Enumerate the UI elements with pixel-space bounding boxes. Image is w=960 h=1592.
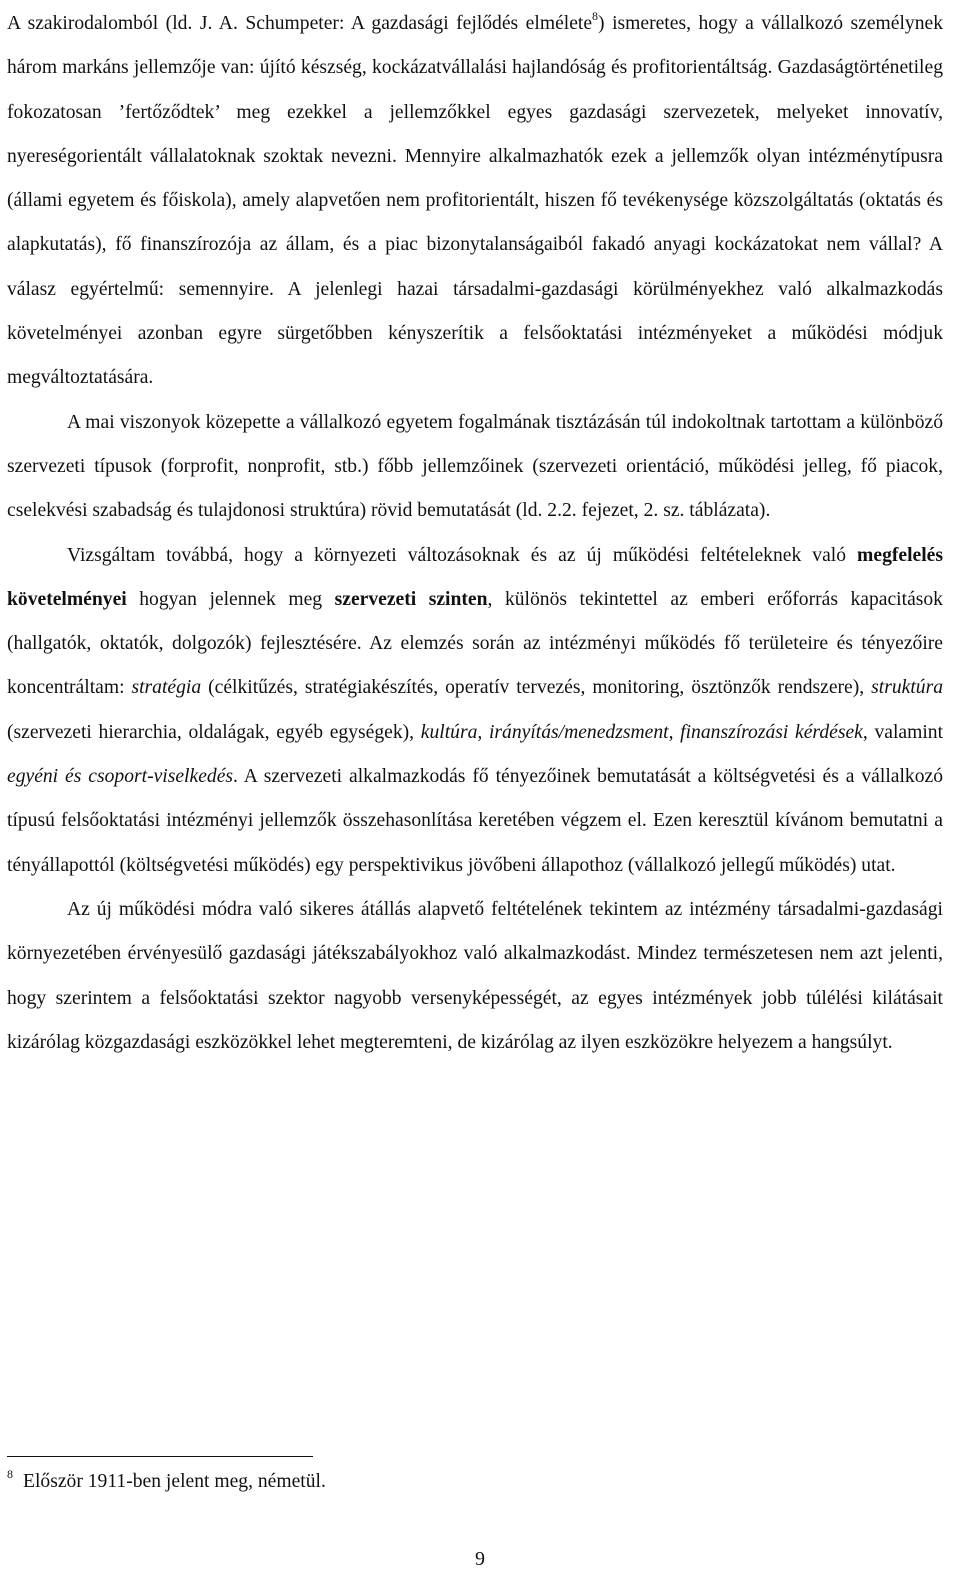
italic-text: egyéni és csoport-viselkedés: [7, 766, 234, 788]
footnote-marker: 8: [7, 1467, 13, 1481]
text-run: . A szervezeti alkalmazkodás fő tényezőinek bemutatását a költségvetési és a vállalkozó típusú felsőoktatási intézményi jellemzők összehasonlítása keretében végzem el. Ezen keresztül kívánom bemutatni a tényállapottól (költségvetési működés) egy perspektivikus jövőbeni állapothoz (vállalkozó jellegű működés) utat.: [7, 766, 943, 876]
page-number: 9: [475, 1548, 485, 1570]
footnote: [7, 1467, 326, 1494]
text-run: , különös tekintettel az emberi erőforrás kapacitások (hallgatók, oktatók, dolgozók) fejlesztésére. Az elemzés során az intézményi működés fő területeire és tényezőire koncentráltam:: [7, 588, 943, 699]
italic-text: finanszírozási kérdések: [680, 721, 863, 743]
paragraph-4: [7, 888, 943, 1065]
text-run: Az új működési módra való sikeres átállás alapvető feltételének tekintem az intézmény társadalmi-gazdasági környezetében érvényesülő gazdasági játékszabályokhoz való alkalmazkodást. Mindez természetesen nem azt jelenti, hogy szerintem a felsőoktatási szektor nagyobb versenyképességét, az egyes intézmények jobb túlélési kilátásait kizárólag közgazdasági eszközökkel lehet megteremteni, de kizárólag az ilyen eszközökre helyezem a hangsúlyt.: [7, 898, 943, 1053]
italic-text: kultúra, irányítás/menedzsment: [420, 721, 669, 743]
bold-text: megfelelés követelményei: [7, 544, 943, 610]
paragraph-3: [7, 534, 943, 888]
paragraph-2: [7, 401, 943, 534]
document-page: [7, 0, 943, 1065]
bold-text: szervezeti szinten: [334, 588, 488, 610]
text-run: (célkitűzés, stratégiakészítés, operatív tervezés, monitoring, ösztönzők rendszere),: [201, 677, 872, 699]
footnote-text: Először 1911-ben jelent meg, németül.: [23, 1471, 326, 1492]
italic-text: stratégia: [131, 677, 202, 699]
text-run: ) ismeretes, hogy a vállalkozó személynek három markáns jellemzője van: újító készség, kockázatvállalási hajlandóság és profitorientáltság. Gazdaságtörténetileg fokozatosan ’fertőződtek’ meg ezekkel a jellemzőkkel egyes gazdasági szervezetek, melyeket innovatív, nyereségorientált vállalatoknak szoktak nevezni. Mennyire alkalmazhatók ezek a jellemzők olyan intézménytípusra (állami egyetem és főiskola), amely alapvetően nem profitorientált, hiszen fő tevékenysége közszolgáltatás (oktatás és alapkutatás), fő finanszírozója az állam, és a piac bizonytalanságaiból fakadó anyagi kockázatokat nem vállal? A válasz egyértelmű: semennyire. A jelenlegi hazai társadalmi-gazdasági körülményekhez való alkalmazkodás követelményei azonban egyre sürgetőbben kényszerítik a felsőoktatási intézményeket a működési módjuk megváltoztatására.: [7, 13, 943, 389]
text-run: A szakirodalomból (ld. J. A. Schumpeter: A gazdasági fejlődés elmélete: [7, 13, 593, 34]
text-run: Vizsgáltam továbbá, hogy a környezeti változásoknak és az új működési feltételeknek való: [67, 544, 858, 566]
paragraph-1: [7, 2, 943, 401]
italic-text: struktúra: [871, 677, 943, 699]
text-run: hogyan jelennek meg: [126, 588, 335, 610]
text-run: ,: [668, 721, 681, 743]
text-run: A mai viszonyok közepette a vállalkozó egyetem fogalmának tisztázásán túl indokoltnak tartottam a különböző szervezeti típusok (forprofit, nonprofit, stb.) főbb jellemzőinek (szervezeti orientáció, működési jelleg, fő piacok, cselekvési szabadság és tulajdonosi struktúra) rövid bemutatását (ld. 2.2. fejezet, 2. sz. táblázata).: [7, 411, 943, 522]
text-run: (szervezeti hierarchia, oldalágak, egyéb egységek),: [7, 721, 421, 743]
footnote-separator: [7, 1456, 313, 1457]
footnote-reference: 8: [592, 9, 599, 23]
text-run: , valamint: [862, 721, 944, 743]
